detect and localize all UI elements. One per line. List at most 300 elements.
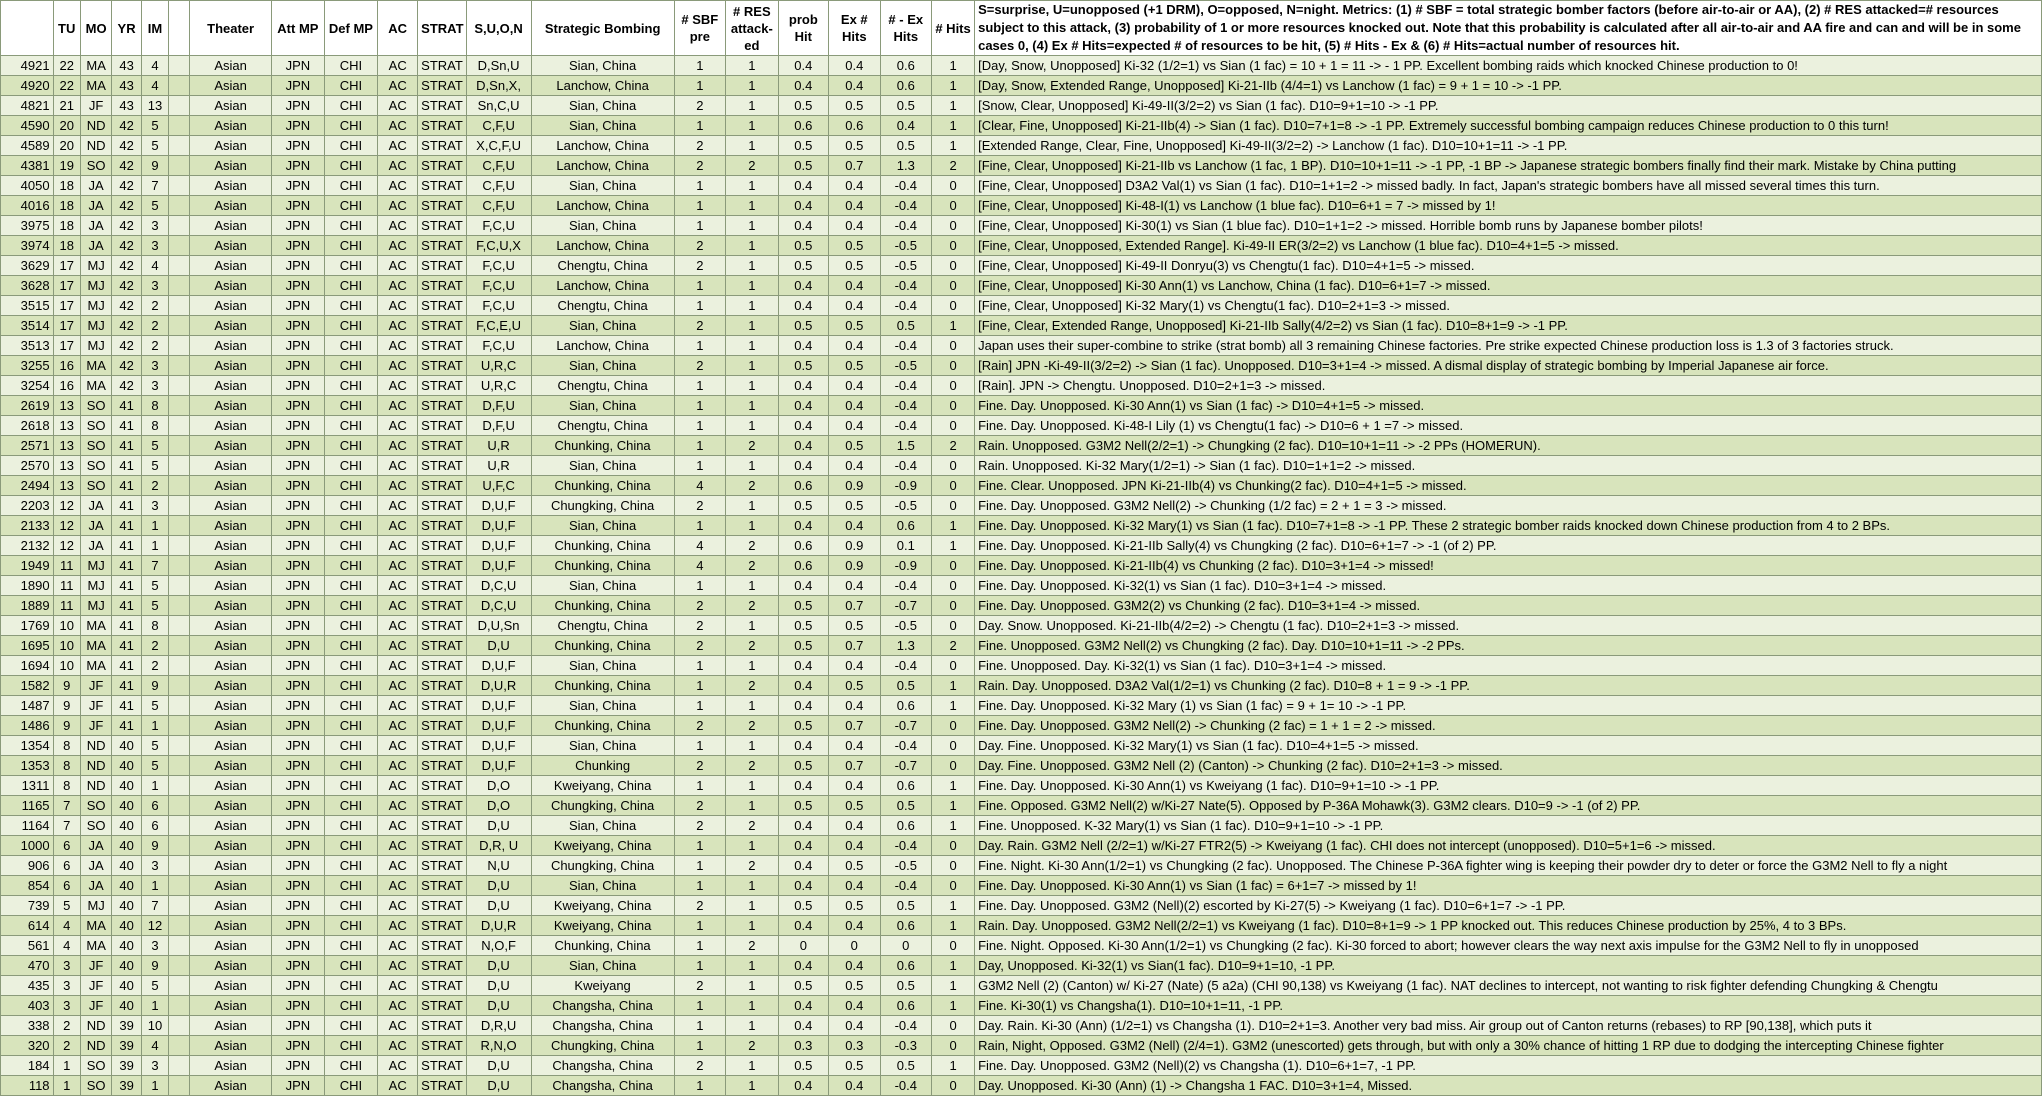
sbf-pre-cell: 1 [674,416,725,436]
prob-hit-cell: 0.4 [778,856,828,876]
im-cell: 12 [141,916,168,936]
mo-cell: ND [80,736,112,756]
im-cell: 13 [141,96,168,116]
suon-cell: R,N,O [466,1036,531,1056]
notes-cell: [Rain]. JPN -> Chengtu. Unopposed. D10=2+1=3 -> missed. [975,376,2042,396]
ac-cell: AC [378,636,418,656]
tu-cell: 6 [53,836,80,856]
blank-cell [169,496,190,516]
im-cell: 5 [141,736,168,756]
hits-cell: 1 [932,896,975,916]
suon-cell: F,C,E,U [466,316,531,336]
im-cell: 3 [141,496,168,516]
hits-cell: 1 [932,116,975,136]
yr-cell: 41 [112,696,141,716]
tu-cell: 18 [53,216,80,236]
table-row [1,916,2042,936]
ex-hits-cell: 0.4 [829,176,880,196]
row-id: 1890 [1,576,54,596]
table-row [1,76,2042,96]
strat-cell: STRAT [418,536,466,556]
sbf-pre-cell: 2 [674,596,725,616]
strat-cell: STRAT [418,856,466,876]
notes-cell: Fine. Day. Unopposed. Ki-32(1) vs Sian (1 fac). D10=3+1=4 -> missed. [975,576,2042,596]
suon-cell: U,R,C [466,376,531,396]
def-mp-cell: CHI [324,356,378,376]
att-mp-cell: JPN [272,276,325,296]
im-cell: 3 [141,1056,168,1076]
theater-cell: Asian [190,876,272,896]
ac-cell: AC [378,256,418,276]
theater-cell: Asian [190,816,272,836]
mo-cell: SO [80,816,112,836]
tu-cell: 17 [53,276,80,296]
def-mp-cell: CHI [324,396,378,416]
target-cell: Changsha, China [531,1076,674,1096]
ac-cell: AC [378,936,418,956]
blank-cell [169,356,190,376]
suon-cell: U,R,C [466,356,531,376]
table-row [1,516,2042,536]
strat-cell: STRAT [418,1036,466,1056]
mo-header: MO [80,1,112,56]
prob-hit-cell: 0.4 [778,996,828,1016]
row-id: 3255 [1,356,54,376]
hits-minus-ex-cell: -0.5 [880,496,931,516]
target-cell: Chunking, China [531,676,674,696]
yr-cell: 41 [112,476,141,496]
hits-minus-ex-cell: -0.4 [880,396,931,416]
notes-cell: Rain, Night, Opposed. G3M2 (Nell) (2/4=1). G3M2 (unescorted) gets through, but with only a 30% chance of hitting 1 RP due to dodging the intercepting Chinese fighter [975,1036,2042,1056]
suon-cell: D,U,F [466,496,531,516]
hits-minus-ex-cell: -0.4 [880,656,931,676]
tu-cell: 8 [53,756,80,776]
tu-cell: 4 [53,936,80,956]
hits-minus-ex-cell: 0.6 [880,516,931,536]
table-row [1,596,2042,616]
blank-cell [169,956,190,976]
hits-minus-ex-cell: 0.6 [880,996,931,1016]
suon-header: S,U,O,N [466,1,531,56]
hits-minus-ex-cell: 0.6 [880,776,931,796]
prob-hit-cell: 0.5 [778,136,828,156]
theater-cell: Asian [190,756,272,776]
def-mp-cell: CHI [324,816,378,836]
mo-cell: JA [80,196,112,216]
im-cell: 3 [141,376,168,396]
res-attacked-cell: 1 [726,276,779,296]
theater-cell: Asian [190,716,272,736]
def-mp-cell: CHI [324,416,378,436]
def-mp-cell: CHI [324,76,378,96]
yr-cell: 42 [112,236,141,256]
att-mp-cell: JPN [272,936,325,956]
table-row [1,556,2042,576]
theater-cell: Asian [190,356,272,376]
tu-cell: 3 [53,956,80,976]
ex-hits-cell: 0.4 [829,576,880,596]
ex-hits-cell: 0.4 [829,776,880,796]
strat-cell: STRAT [418,96,466,116]
target-cell: Sian, China [531,176,674,196]
ac-cell: AC [378,96,418,116]
hits-cell: 0 [932,256,975,276]
strat-cell: STRAT [418,1016,466,1036]
theater-cell: Asian [190,976,272,996]
att-mp-cell: JPN [272,176,325,196]
hits-cell: 1 [932,76,975,96]
sbf-pre-cell: 1 [674,76,725,96]
sbf-pre-cell: 2 [674,756,725,776]
mo-cell: JA [80,856,112,876]
ex-hits-cell: 0.5 [829,976,880,996]
theater-cell: Asian [190,116,272,136]
mo-cell: SO [80,456,112,476]
ex-hits-cell: 0.4 [829,696,880,716]
yr-cell: 42 [112,376,141,396]
hits-minus-ex-cell: -0.4 [880,296,931,316]
tu-cell: 3 [53,976,80,996]
def-mp-cell: CHI [324,256,378,276]
def-mp-cell: CHI [324,1036,378,1056]
hits-cell: 1 [932,316,975,336]
yr-cell: 41 [112,456,141,476]
hits-cell: 0 [932,336,975,356]
sbf-pre-cell: 1 [674,1036,725,1056]
res-attacked-cell: 1 [726,1056,779,1076]
blank-cell [169,656,190,676]
yr-cell: 42 [112,336,141,356]
hits-cell: 1 [932,796,975,816]
suon-cell: D,U [466,996,531,1016]
prob-hit-cell: 0.4 [778,656,828,676]
def-mp-cell: CHI [324,56,378,76]
im-cell: 3 [141,276,168,296]
def-mp-cell: CHI [324,756,378,776]
res-attacked-cell: 1 [726,296,779,316]
tu-cell: 1 [53,1056,80,1076]
mo-cell: JF [80,96,112,116]
target-cell: Sian, China [531,356,674,376]
target-cell: Lanchow, China [531,156,674,176]
strat-cell: STRAT [418,396,466,416]
hits-cell: 0 [932,596,975,616]
strat-cell: STRAT [418,356,466,376]
mo-cell: JA [80,836,112,856]
table-row [1,116,2042,136]
ex-hits-cell: 0.4 [829,416,880,436]
notes-cell: [Day, Snow, Extended Range, Unopposed] Ki-21-IIb (4/4=1) vs Lanchow (1 fac) = 9 + 1 = 10 -> -1 PP. [975,76,2042,96]
row-id: 614 [1,916,54,936]
ex-hits-cell: 0.4 [829,376,880,396]
tu-cell: 2 [53,1016,80,1036]
yr-cell: 40 [112,896,141,916]
ac-cell: AC [378,416,418,436]
ex-hits-cell: 0.5 [829,796,880,816]
table-row [1,776,2042,796]
att-mp-cell: JPN [272,1016,325,1036]
att-mp-cell: JPN [272,836,325,856]
hits-cell: 0 [932,176,975,196]
att-mp-cell: JPN [272,916,325,936]
notes-cell: Fine. Day. Unopposed. Ki-48-I Lily (1) vs Chengtu(1 fac) -> D10=6 + 1 =7 -> missed. [975,416,2042,436]
prob-hit-cell: 0.5 [778,256,828,276]
ex-hits-cell: 0.4 [829,196,880,216]
tu-cell: 12 [53,536,80,556]
blank-cell [169,636,190,656]
strat-cell: STRAT [418,696,466,716]
def-mp-cell: CHI [324,516,378,536]
res-attacked-cell: 1 [726,136,779,156]
strat-cell: STRAT [418,336,466,356]
prob-hit-cell: 0.5 [778,796,828,816]
hits-minus-ex-cell: 0.6 [880,56,931,76]
res-attacked-cell: 2 [726,1036,779,1056]
target-cell: Sian, China [531,576,674,596]
notes-cell: [Fine, Clear, Extended Range, Unopposed] Ki-21-IIb Sally(4/2=2) vs Sian (1 fac). D10=8+1=9 -> -1 PP. [975,316,2042,336]
im-cell: 3 [141,236,168,256]
strat-cell: STRAT [418,136,466,156]
tu-cell: 11 [53,596,80,616]
notes-cell: Fine. Unopposed. K-32 Mary(1) vs Sian (1 fac). D10=9+1=10 -> -1 PP. [975,816,2042,836]
theater-cell: Asian [190,436,272,456]
prob-hit-cell: 0.4 [778,516,828,536]
theater-cell: Asian [190,796,272,816]
target-cell: Chengtu, China [531,256,674,276]
yr-cell: 41 [112,516,141,536]
sbf-pre-cell: 1 [674,196,725,216]
ac-cell: AC [378,336,418,356]
yr-cell: 40 [112,856,141,876]
notes-cell: Fine. Day. Unopposed. G3M2 Nell(2) -> Chunking (2 fac) = 1 + 1 = 2 -> missed. [975,716,2042,736]
mo-cell: JA [80,216,112,236]
suon-cell: D,U [466,956,531,976]
im-cell: 1 [141,776,168,796]
strategic-bombing-header: Strategic Bombing [531,1,674,56]
theater-cell: Asian [190,456,272,476]
ac-cell: AC [378,216,418,236]
im-cell: 4 [141,56,168,76]
ex-hits-cell: 0.4 [829,276,880,296]
ac-cell: AC [378,676,418,696]
ex-hits-cell: 0.4 [829,1016,880,1036]
strat-cell: STRAT [418,736,466,756]
suon-cell: C,F,U [466,156,531,176]
prob-hit-cell: 0.4 [778,836,828,856]
theater-cell: Asian [190,236,272,256]
target-cell: Sian, China [531,456,674,476]
ac-cell: AC [378,396,418,416]
tu-cell: 20 [53,136,80,156]
table-row [1,416,2042,436]
ac-header: AC [378,1,418,56]
hits-minus-ex-cell: -0.3 [880,1036,931,1056]
prob-hit-cell: 0.4 [778,376,828,396]
strat-cell: STRAT [418,276,466,296]
prob-hit-cell: 0.4 [778,416,828,436]
ex-hits-cell: 0.7 [829,156,880,176]
hits-cell: 0 [932,496,975,516]
prob-hit-cell: 0.4 [778,396,828,416]
hits-minus-ex-cell: -0.4 [880,876,931,896]
target-cell: Sian, China [531,96,674,116]
def-mp-cell: CHI [324,216,378,236]
hits-cell: 0 [932,1036,975,1056]
ex-hits-cell: 0.6 [829,116,880,136]
tu-cell: 6 [53,876,80,896]
notes-header: S=surprise, U=unopposed (+1 DRM), O=opposed, N=night. Metrics: (1) # SBF = total strategic bomber factors (before air-to-air or AA), (2) # RES attacked=# resources subject to this attack, (3) probability of 1 or more resources knocked out. Note that this probability is calculated after all air-to-air and AA fire and can and will be in some cases 0, (4) Ex # Hits=expected # of resources to be hit, (5) # Hits - Ex & (6) # Hits=actual number of resources hit. [975,1,2042,56]
res-attacked-cell: 1 [726,416,779,436]
row-id: 854 [1,876,54,896]
im-cell: 2 [141,296,168,316]
im-cell: 5 [141,756,168,776]
yr-cell: 42 [112,176,141,196]
res-attacked-cell: 2 [726,556,779,576]
ac-cell: AC [378,176,418,196]
hits-minus-ex-cell: -0.9 [880,476,931,496]
target-cell: Chunking [531,756,674,776]
hits-cell: 1 [932,956,975,976]
hits-minus-ex-cell: 0 [880,936,931,956]
notes-cell: Rain. Day. Unopposed. D3A2 Val(1/2=1) vs Chunking (2 fac). D10=8 + 1 = 9 -> -1 PP. [975,676,2042,696]
prob-hit-cell: 0.5 [778,96,828,116]
mo-cell: JA [80,536,112,556]
att-mp-cell: JPN [272,416,325,436]
row-id: 3975 [1,216,54,236]
ac-cell: AC [378,856,418,876]
suon-cell: U,F,C [466,476,531,496]
target-cell: Changsha, China [531,1016,674,1036]
blank-cell [169,776,190,796]
att-mp-cell: JPN [272,756,325,776]
ac-cell: AC [378,976,418,996]
notes-cell: G3M2 Nell (2) (Canton) w/ Ki-27 (Nate) (5 a2a) (CHI 90,138) vs Kweiyang (1 fac). NAT declines to intercept, not wanting to risk fighter defending Chungking & Chengtu [975,976,2042,996]
sbf-pre-cell: 1 [674,296,725,316]
prob-hit-cell: 0.4 [778,696,828,716]
att-mp-cell: JPN [272,136,325,156]
mo-cell: MJ [80,576,112,596]
tu-cell: 17 [53,336,80,356]
ac-cell: AC [378,496,418,516]
target-cell: Lanchow, China [531,196,674,216]
ex-hits-cell: 0.5 [829,896,880,916]
prob-hit-cell: 0.4 [778,336,828,356]
def-mp-cell: CHI [324,656,378,676]
strat-cell: STRAT [418,916,466,936]
suon-cell: D,U [466,816,531,836]
target-cell: Sian, China [531,216,674,236]
ac-cell: AC [378,136,418,156]
def-mp-cell: CHI [324,96,378,116]
hits-cell: 0 [932,356,975,376]
strat-cell: STRAT [418,476,466,496]
target-cell: Chunking, China [531,936,674,956]
hits-cell: 1 [932,1056,975,1076]
blank-cell [169,1016,190,1036]
row-id: 1889 [1,596,54,616]
strat-cell: STRAT [418,636,466,656]
hits-cell: 0 [932,296,975,316]
row-id: 3513 [1,336,54,356]
yr-cell: 42 [112,136,141,156]
row-id-header [1,1,54,56]
tu-cell: 9 [53,676,80,696]
strat-cell: STRAT [418,656,466,676]
mo-cell: SO [80,1076,112,1096]
target-cell: Sian, China [531,696,674,716]
def-mp-cell: CHI [324,556,378,576]
res-attacked-cell: 1 [726,196,779,216]
target-cell: Lanchow, China [531,336,674,356]
mo-cell: MJ [80,276,112,296]
tu-cell: 5 [53,896,80,916]
att-mp-cell: JPN [272,356,325,376]
mo-cell: MA [80,916,112,936]
ac-cell: AC [378,376,418,396]
im-cell: 4 [141,256,168,276]
tu-cell: 17 [53,296,80,316]
hits-minus-ex-cell: -0.4 [880,196,931,216]
table-row [1,436,2042,456]
suon-cell: D,U,F [466,716,531,736]
notes-cell: [Fine, Clear, Unopposed] D3A2 Val(1) vs Sian (1 fac). D10=1+1=2 -> missed badly. In fact, Japan's strategic bombers have all missed several times this turn. [975,176,2042,196]
res-attacked-cell: 1 [726,56,779,76]
im-cell: 3 [141,216,168,236]
notes-cell: [Rain] JPN -Ki-49-II(3/2=2) -> Sian (1 fac). Unopposed. D10=3+1=4 -> missed. A dismal display of strategic bombing by Imperial Japanese air force. [975,356,2042,376]
yr-cell: 42 [112,116,141,136]
suon-cell: D,U,F [466,656,531,676]
def-mp-cell: CHI [324,616,378,636]
prob-hit-cell: 0.4 [778,956,828,976]
ac-cell: AC [378,316,418,336]
ac-cell: AC [378,616,418,636]
strat-cell: STRAT [418,976,466,996]
row-id: 1000 [1,836,54,856]
hits-minus-ex-cell: -0.7 [880,756,931,776]
hits-minus-ex-cell: 0.1 [880,536,931,556]
prob-hit-cell: 0.6 [778,556,828,576]
prob-hit-cell: 0.5 [778,976,828,996]
notes-cell: Fine. Ki-30(1) vs Changsha(1). D10=10+1=11, -1 PP. [975,996,2042,1016]
blank-cell [169,796,190,816]
target-cell: Kweiyang [531,976,674,996]
def-mp-cell: CHI [324,156,378,176]
ac-cell: AC [378,1056,418,1076]
row-id: 4589 [1,136,54,156]
hits-minus-ex-cell: 0.6 [880,696,931,716]
strat-cell: STRAT [418,816,466,836]
def-mp-cell: CHI [324,436,378,456]
target-cell: Changsha, China [531,1056,674,1076]
yr-cell: 40 [112,956,141,976]
suon-cell: D,U,F [466,516,531,536]
suon-cell: U,R [466,436,531,456]
att-mp-cell: JPN [272,116,325,136]
theater-cell: Asian [190,636,272,656]
tu-cell: 1 [53,1076,80,1096]
hits-minus-ex-cell: -0.4 [880,336,931,356]
strat-cell: STRAT [418,996,466,1016]
yr-cell: 42 [112,256,141,276]
prob-hit-cell: 0.4 [778,876,828,896]
def-mp-cell: CHI [324,176,378,196]
def-mp-cell: CHI [324,336,378,356]
def-mp-cell: CHI [324,116,378,136]
target-cell: Chunking, China [531,536,674,556]
sbf-pre-cell: 1 [674,916,725,936]
def-mp-cell: CHI [324,996,378,1016]
theater-cell: Asian [190,516,272,536]
